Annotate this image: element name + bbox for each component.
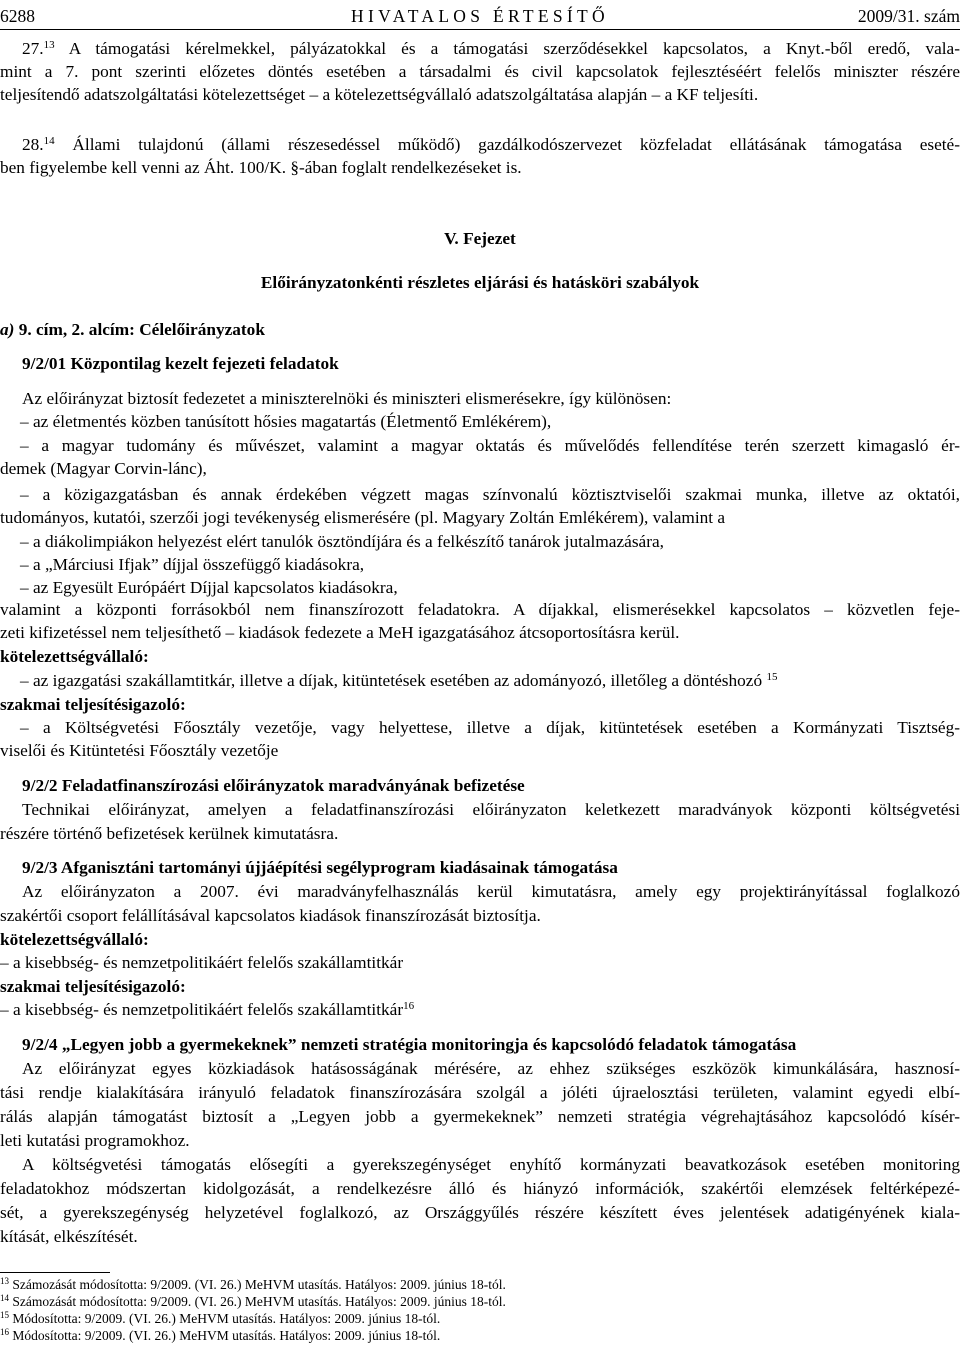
- verification-line: [0, 998, 960, 1021]
- paragraph-line: A költségvetési támogatás elősegíti a gyerekszegénységet enyhítő kormányzati beavatkozások esetében monitoring: [22, 1155, 960, 1174]
- list-item: – az Egyesült Európáért Díjjal kapcsolatos kiadásokra,: [20, 578, 398, 597]
- chapter-title: Előirányzatonkénti részletes eljárási és hatásköri szabályok: [260, 273, 700, 292]
- footnote-text: Módosította: 9/2009. (VI. 26.) MeHVM utasítás. Hatályos: 2009. június 18-tól.: [12, 1328, 441, 1343]
- verification-line-continuation: viselői és Kitüntetési Főosztály vezetője: [0, 741, 279, 760]
- point-number: 27.: [22, 39, 44, 58]
- footnote: [0, 1294, 960, 1310]
- point-27-line-2: mint a 7. pont szerinti előzetes döntés esetében a társadalmi és civil kapcsolatok fejlesztéséért felelős miniszter részére: [0, 62, 960, 81]
- footnote-number: 15: [0, 1310, 9, 1320]
- list-item-continuation: tudományos, kutatói, szerzői jogi tevékenység elismerésére (pl. Magyary Zoltán Emlékérem), valamint a: [0, 508, 726, 527]
- issue-number: 2009/31. szám: [857, 6, 960, 26]
- footnote: [0, 1277, 960, 1293]
- section-heading: 9/2/01 Központilag kezelt fejezeti feladatok: [22, 354, 339, 373]
- commitment-line: – a kisebbség- és nemzetpolitikáért felelős szakállamtitkár: [0, 953, 404, 972]
- paragraph-line: szakértői csoport felállításával kapcsolatos kiadások finanszírozását biztosítja.: [0, 906, 541, 925]
- footnote-number: 16: [0, 1327, 9, 1337]
- point-27-line-3: teljesítendő adatszolgáltatási kötelezettséget – a kötelezettségvállaló adatszolgáltatása alapján – a KF teljesíti.: [0, 85, 759, 104]
- commitment-line: [0, 669, 960, 692]
- point-28-line-2: ben figyelembe kell venni az Áht. 100/K. §-ában foglalt rendelkezéseket is.: [0, 158, 522, 177]
- point-27-line-1: [0, 37, 960, 60]
- verification-text: – a kisebbség- és nemzetpolitikáért felelős szakállamtitkár: [0, 1000, 404, 1019]
- point-28-line-1: [0, 133, 960, 156]
- commitment-text: – az igazgatási szakállamtitkár, illetve a díjak, kitüntetések esetében az adományozó, illetőleg a döntéshozó: [20, 671, 763, 690]
- section-heading: 9/2/3 Afganisztáni tartományi újjáépítési segélyprogram kiadásainak támogatása: [22, 858, 618, 877]
- list-item: – a diákolimpiákon helyezést elért tanulók ösztöndíjára és a felkészítő tanárok jutalmazására,: [20, 532, 664, 551]
- paragraph-line: zeti kifizetéssel nem teljesíthető – kiadások fedezete a MeH igazgatásához átcsoportosításra kerül.: [0, 623, 680, 642]
- point-number: 28.: [22, 135, 44, 154]
- footnote-text: Módosította: 9/2009. (VI. 26.) MeHVM utasítás. Hatályos: 2009. június 18-tól.: [12, 1311, 441, 1326]
- journal-title: HIVATALOS ÉRTESÍTŐ: [351, 6, 609, 26]
- footnote-ref: 16: [403, 1000, 415, 1012]
- paragraph-line: leti kutatási programokhoz.: [0, 1131, 190, 1150]
- paragraph-line: feladatokhoz módszertan kidolgozását, a rendelkezésre álló és hiányzó információk, szakértői elemzések feltérképezé-: [0, 1179, 960, 1198]
- paragraph-line: rálás alapján támogatást biztosít a „Legyen jobb a gyermekeknek” nemzeti stratégia végrehajtásához kapcsolódó kísér-: [0, 1107, 960, 1126]
- footnote-ref: 14: [43, 135, 55, 147]
- paragraph-line: Az előirányzat biztosít fedezetet a miniszterelnöki és miniszteri elismerésekre, így különösen:: [22, 389, 672, 408]
- running-header: [0, 6, 960, 28]
- subsection-letter: a): [0, 320, 15, 339]
- commitment-label: kötelezettségvállaló:: [0, 930, 149, 949]
- header-rule: [0, 29, 960, 30]
- footnote-text: Számozását módosította: 9/2009. (VI. 26.) MeHVM utasítás. Hatályos: 2009. június 18-tól.: [12, 1277, 506, 1292]
- footnote-number: 13: [0, 1276, 9, 1286]
- paragraph-line: tási rendje kialakítására irányuló feladatok finanszírozására szolgál a jóléti újraelosztási területen, valamint egyedi elbí-: [0, 1083, 960, 1102]
- point-text: Állami tulajdonú (állami részesedéssel működő) gazdálkodószervezet közfeladat ellátásának támogatása eseté-: [72, 135, 960, 154]
- list-item: – a „Márciusi Ifjak” díjjal összefüggő kiadásokra,: [20, 555, 365, 574]
- list-item-continuation: demek (Magyar Corvin-lánc),: [0, 459, 207, 478]
- paragraph-line: valamint a központi forrásokból nem finanszírozott feladatokra. A díjakkal, elismerésekkel kapcsolatos – közvetlen feje-: [0, 600, 960, 619]
- footnote-text: Számozását módosította: 9/2009. (VI. 26.) MeHVM utasítás. Hatályos: 2009. június 18-tól.: [12, 1294, 506, 1309]
- footnote-ref: 15: [766, 671, 778, 683]
- verification-label: szakmai teljesítésigazoló:: [0, 695, 186, 714]
- chapter-number: V. Fejezet: [444, 229, 516, 248]
- section-heading: 9/2/4 „Legyen jobb a gyermekeknek” nemzeti stratégia monitoringja és kapcsolódó feladatok támogatása: [22, 1035, 797, 1054]
- footnote: [0, 1328, 960, 1344]
- point-text: A támogatási kérelmekkel, pályázatokkal és a támogatási szerződésekkel kapcsolatos, a Knyt.-ből eredő, vala-: [68, 39, 960, 58]
- verification-line: – a Költségvetési Főosztály vezetője, vagy helyettese, illetve a díjak, kitüntetések esetében a Kormányzati Tisztség-: [20, 718, 960, 737]
- footnote-rule: [0, 1272, 110, 1273]
- paragraph-line: Technikai előirányzat, amelyen a feladatfinanszírozási előirányzaton keletkezett maradványok központi költségvetési: [22, 800, 960, 819]
- list-item: – a közigazgatásban és annak érdekében végzett magas színvonalú köztisztviselői szakmai munka, illetve az oktatói,: [20, 485, 960, 504]
- subsection-heading: [0, 318, 960, 341]
- paragraph-line: Az előirányzat egyes közkiadások hatásosságának mérésére, az ehhez szükséges eszközök kimunkálására, hasznosí-: [22, 1059, 960, 1078]
- paragraph-line: sét, a gyerekszegénység helyzetével foglalkozó, az Országgyűlés részére készített éves jelentések adatigényének kiala-: [0, 1203, 960, 1222]
- commitment-label: kötelezettségvállaló:: [0, 647, 149, 666]
- verification-label: szakmai teljesítésigazoló:: [0, 977, 186, 996]
- footnote: [0, 1311, 960, 1327]
- section-heading: 9/2/2 Feladatfinanszírozási előirányzatok maradványának befizetése: [22, 776, 525, 795]
- list-item: – az életmentés közben tanúsított hősies magatartás (Életmentő Emlékérem),: [20, 412, 552, 431]
- paragraph-line: kítását, elkészítését.: [0, 1227, 138, 1246]
- subsection-text: 9. cím, 2. alcím: Célelőirányzatok: [18, 320, 265, 339]
- paragraph-line: részére történő befizetések kerülnek kimutatásra.: [0, 824, 339, 843]
- footnote-number: 14: [0, 1293, 9, 1303]
- footnote-ref: 13: [43, 39, 55, 51]
- paragraph-line: Az előirányzaton a 2007. évi maradványfelhasználás kerül kimutatásra, amely egy projektirányítással foglalkozó: [22, 882, 960, 901]
- list-item: – a magyar tudomány és művészet, valamint a magyar oktatás és művelődés fellendítése terén szerzett kimagasló ér-: [20, 436, 960, 455]
- page-number: 6288: [0, 6, 35, 26]
